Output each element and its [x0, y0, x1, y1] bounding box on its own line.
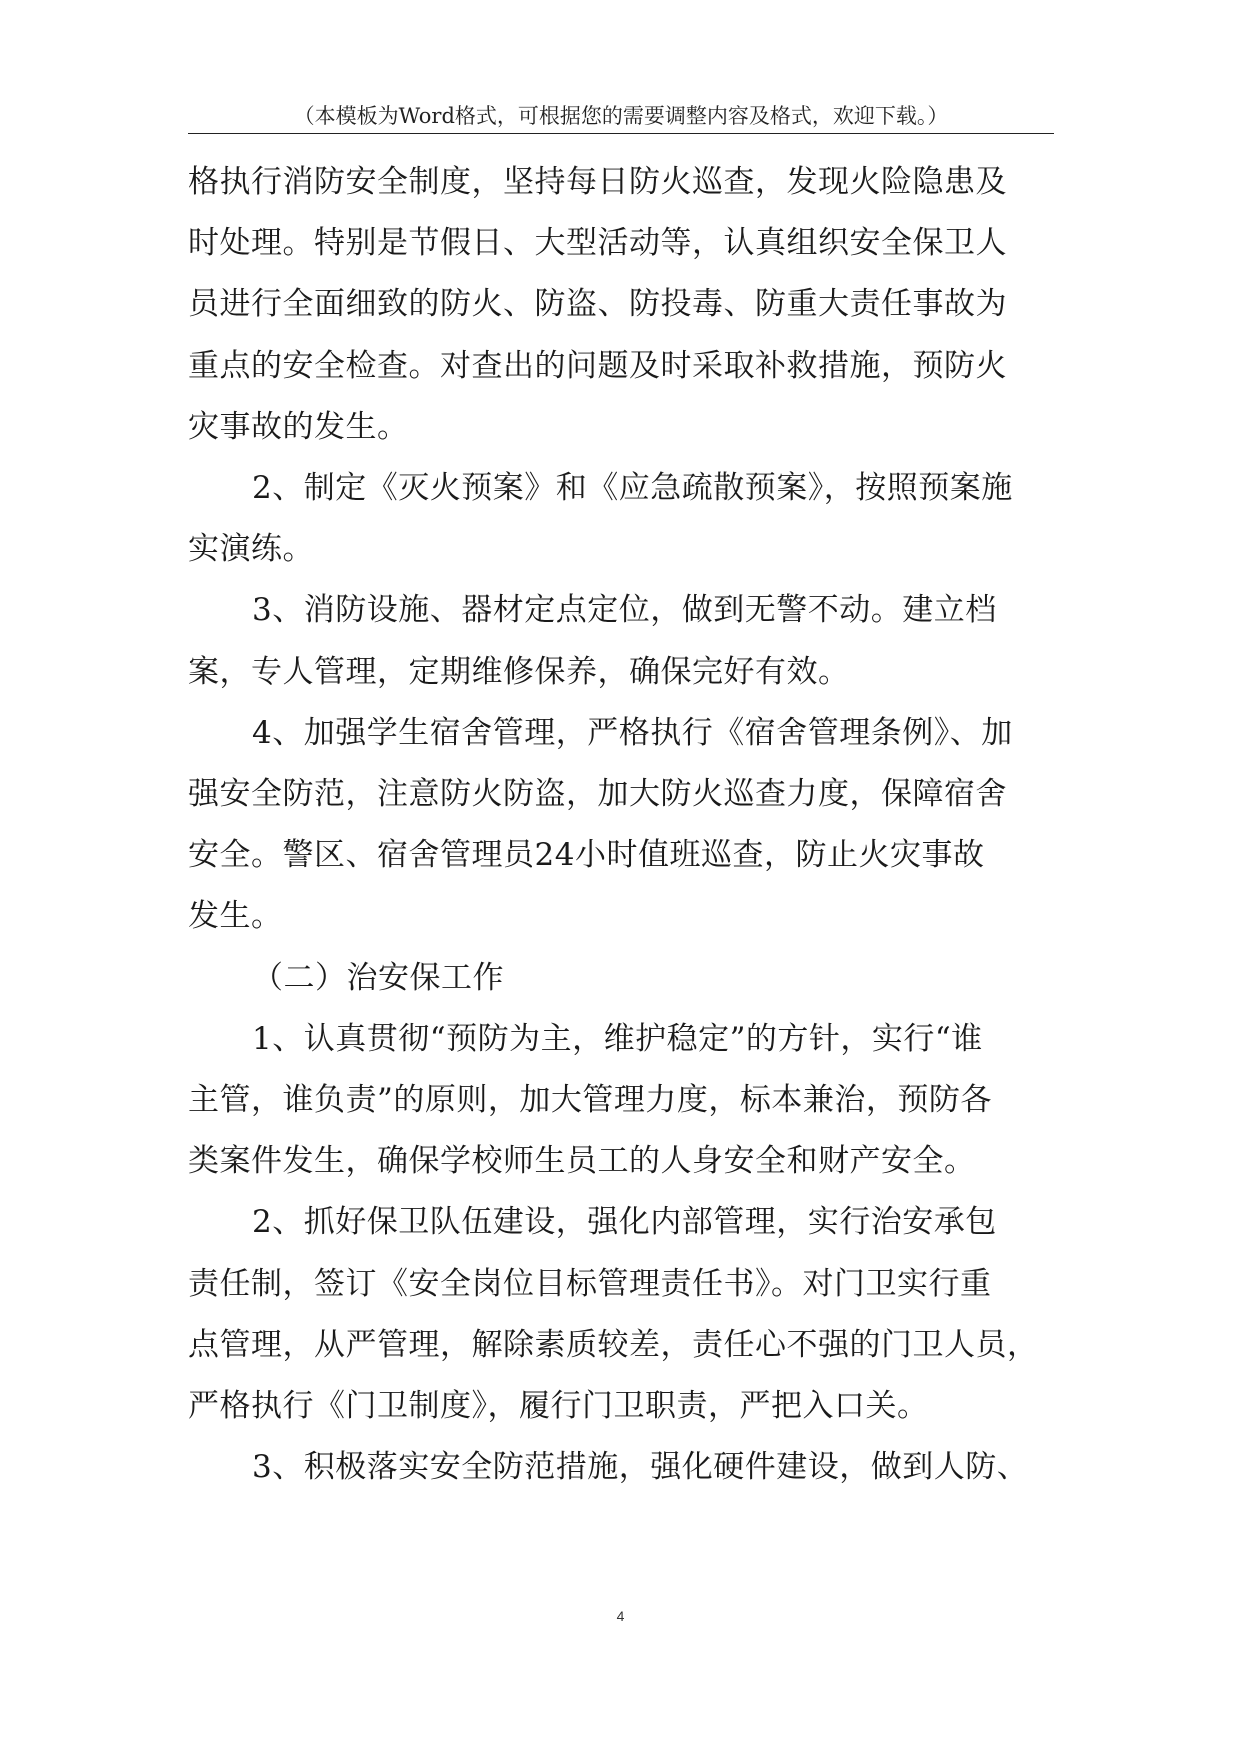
body-line-18: 2、抓好保卫队伍建设，强化内部管理，实行治安承包: [252, 1204, 997, 1241]
body-line-6: 2、制定《灭火预案》和《应急疏散预案》，按照预案施: [252, 470, 1013, 507]
body-line-3: 员进行全面细致的防火、防盗、防投毒、防重大责任事故为: [188, 286, 1007, 323]
document-body: [188, 152, 1068, 1498]
section-heading-security: （二）治安保工作: [252, 959, 504, 996]
template-header-note: （本模板为Word格式，可根据您的需要调整内容及格式，欢迎下载。）: [293, 104, 949, 128]
body-line-15: 1、认真贯彻“预防为主，维护稳定”的方针，实行“谁: [252, 1020, 983, 1057]
body-line-5: 灾事故的发生。: [188, 408, 409, 445]
body-line-17: 类案件发生，确保学校师生员工的人身安全和财产安全。: [188, 1143, 976, 1180]
body-line-22: 3、积极落实安全防范措施，强化硬件建设，做到人防、: [252, 1449, 1029, 1486]
body-line-13: 发生。: [188, 898, 283, 935]
body-line-11: 强安全防范，注意防火防盗，加大防火巡查力度，保障宿舍: [188, 776, 1007, 813]
body-line-4: 重点的安全检查。对查出的问题及时采取补救措施，预防火: [188, 347, 1007, 384]
body-line-10: 4、加强学生宿舍管理，严格执行《宿舍管理条例》、加: [252, 714, 1013, 751]
body-line-12: 安全。警区、宿舍管理员24小时值班巡查，防止火灾事故: [188, 837, 985, 874]
body-line-16: 主管，谁负责”的原则，加大管理力度，标本兼治，预防各: [188, 1082, 992, 1119]
body-line-8: 3、消防设施、器材定点定位，做到无警不动。建立档: [252, 592, 997, 629]
body-line-20: 点管理，从严管理，解除素质较差，责任心不强的门卫人员，: [188, 1326, 1039, 1363]
page-number: 4: [616, 1608, 625, 1624]
body-line-1: 格执行消防安全制度，坚持每日防火巡查，发现火险隐患及: [188, 164, 1007, 200]
body-line-21: 严格执行《门卫制度》，履行门卫职责，严把入口关。: [188, 1388, 929, 1425]
body-line-2: 时处理。特别是节假日、大型活动等，认真组织安全保卫人: [188, 225, 1007, 262]
header-divider: [188, 133, 1054, 134]
body-line-9: 案，专人管理，定期维修保养，确保完好有效。: [188, 653, 850, 690]
body-line-19: 责任制，签订《安全岗位目标管理责任书》。对门卫实行重: [188, 1265, 992, 1302]
body-line-7: 实演练。: [188, 531, 314, 568]
